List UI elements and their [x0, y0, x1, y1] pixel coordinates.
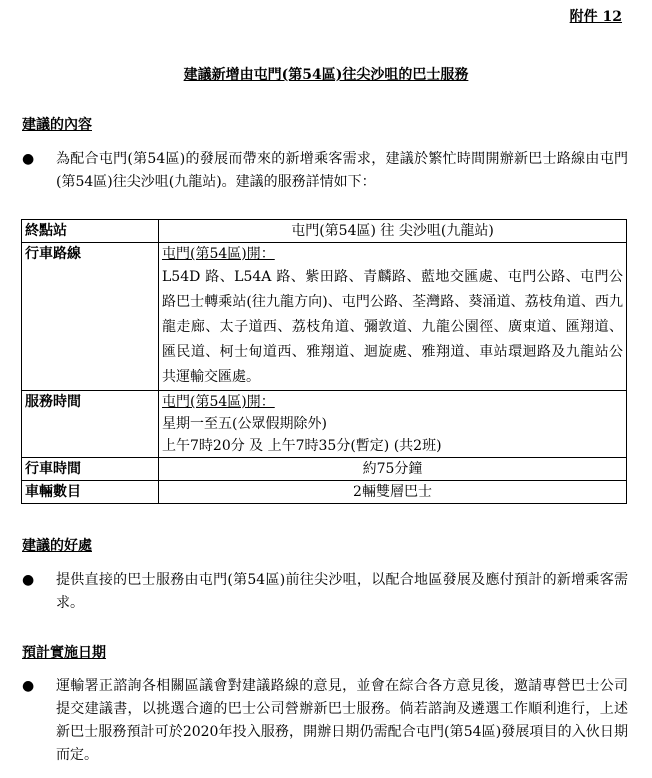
bullet-icon: ● — [22, 151, 35, 167]
heading-proposal-content: 建議的內容 — [22, 117, 92, 133]
service-details-table — [21, 219, 627, 504]
table-row — [22, 220, 627, 243]
proposal-paragraph: 為配合屯門(第54區)的發展而帶來的新增乘客需求，建議於繁忙時間開辦新巴士路線由屯門(第54區)往尖沙咀(九龍站)。建議的服務詳情如下： — [56, 151, 628, 190]
table-row — [22, 391, 627, 458]
terminus-value: 屯門(第54區) 往 尖沙咀(九龍站) — [159, 220, 627, 243]
vehicles-label: 車輛數目 — [22, 481, 159, 504]
implementation-paragraph: 運輸署正諮詢各相關區議會對建議路線的意見，並會在綜合各方意見後，邀請專營巴士公司提交建議書，以挑選合適的巴士公司營辦新巴士服務。倘若諮詢及遴選工作順利進行，上述新巴士服務預計可於2020年投入服務，開辦日期仍需配合屯門(第54區)發展項目的入伙日期而定。 — [56, 678, 628, 763]
routing-subheading: 屯門(第54區)開： — [162, 246, 275, 262]
table-row — [22, 481, 627, 504]
terminus-label: 終點站 — [22, 220, 159, 243]
journey-time-label: 行車時間 — [22, 458, 159, 481]
bullet-icon: ● — [22, 678, 35, 694]
service-hours-cell — [159, 391, 627, 458]
service-hours-label: 服務時間 — [22, 391, 159, 458]
service-days: 星期一至五(公眾假期除外) — [162, 416, 327, 432]
routing-cell — [159, 243, 627, 391]
routing-label: 行車路線 — [22, 243, 159, 391]
service-hours-subheading: 屯門(第54區)開： — [162, 394, 275, 410]
heading-implementation-date: 預計實施日期 — [22, 645, 106, 661]
benefits-paragraph: 提供直接的巴士服務由屯門(第54區)前往尖沙咀，以配合地區發展及應付預計的新增乘客需求。 — [56, 572, 628, 611]
table-row — [22, 243, 627, 391]
bullet-icon: ● — [22, 572, 35, 588]
routing-value: L54D 路、L54A 路、紫田路、青麟路、藍地交匯處、屯門公路、屯門公路巴士轉乘站(往九龍方向)、屯門公路、荃灣路、葵涌道、荔枝角道、西九龍走廊、太子道西、荔枝角道、彌敦道、九龍公園徑、廣東道、匯翔道、匯民道、柯士甸道西、雅翔道、迴旋處、雅翔道、車站環迴路及九龍站公共運輸交匯處。 — [162, 269, 623, 385]
vehicles-value: 2輛雙層巴士 — [159, 481, 627, 504]
table-row — [22, 458, 627, 481]
annex-label: 附件 12 — [569, 9, 622, 25]
service-times: 上午7時20分 及 上午7時35分(暫定) (共2班) — [162, 438, 442, 454]
document-title: 建議新增由屯門(第54區)往尖沙咀的巴士服務 — [183, 67, 469, 83]
heading-benefits: 建議的好處 — [22, 538, 92, 554]
journey-time-value: 約75分鐘 — [159, 458, 627, 481]
